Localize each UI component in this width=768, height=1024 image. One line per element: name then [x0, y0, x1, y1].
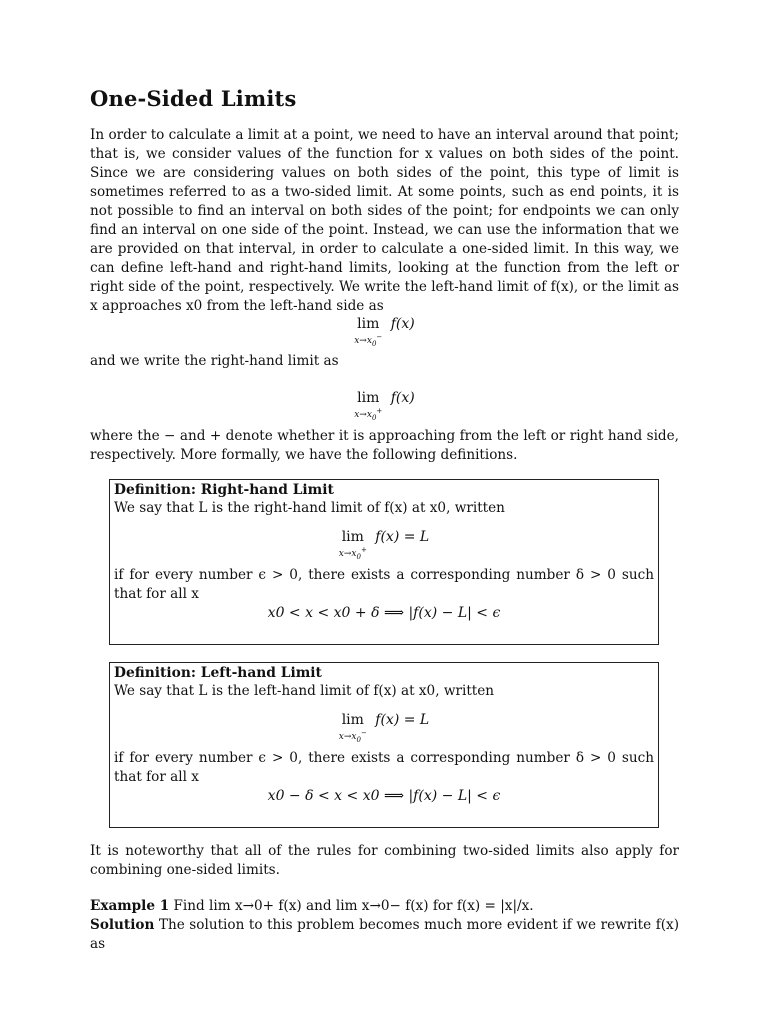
- definition-right-line1: We say that L is the right-hand limit of f(x) at x0, written: [114, 500, 505, 516]
- definition-left-title: Definition: Left-hand Limit: [114, 665, 322, 681]
- intro-paragraph: In order to calculate a limit at a point, we need to have an interval around that point; that is, we consider values of the function for x values on both sides of the point. Since we are considering values on both sides of the point, this type of limit is sometimes referred to as a two-sided limit. At some points, such as end points, it is not possible to find an interval on both sides of the point; for endpoints we can only find an interval on one side of the point. Instead, we can use the information that we are provided on that interval, in order to calculate a one-sided limit. In this way, we can define left-hand and right-hand limits, looking at the function from the left or right side of the point, respectively. We write the left-hand limit of f(x), or the limit as x approaches x0 from the left-hand side as: [90, 127, 679, 314]
- definition-right-display: [114, 529, 654, 563]
- lim-operator: lim: [357, 390, 380, 406]
- lim-subscript: $x\to x_0^-$: [338, 729, 367, 744]
- lim-right: [354, 390, 382, 423]
- lim-right-def: [339, 529, 367, 562]
- limit-equation: f(x) = L: [375, 712, 430, 728]
- note-paragraph: It is noteworthy that all of the rules for combining two-sided limits also apply for combining one-sided limits.: [90, 843, 679, 878]
- definition-right-box: [109, 479, 659, 645]
- lim-subscript: $x\to x_0^-$: [354, 333, 383, 348]
- definition-left-implication: x0 − δ < x < x0 ⟹ |f(x) − L| < ϵ: [267, 788, 501, 804]
- limit-equation: f(x) = L: [375, 529, 430, 545]
- function-expression: f(x): [390, 390, 415, 406]
- example-label: Example 1: [90, 898, 170, 914]
- solution-text: The solution to this problem becomes much more evident if we rewrite f(x) as: [90, 917, 679, 952]
- lim-subscript: $x\to x_0^+$: [354, 407, 383, 422]
- definition-right-title: Definition: Right-hand Limit: [114, 482, 334, 498]
- after-paragraph: where the − and + denote whether it is approaching from the left or right hand side, respectively. More formally, we have the following definitions.: [90, 428, 679, 463]
- definition-left-condition: if for every number ϵ > 0, there exists a corresponding number δ > 0 such that for all x: [114, 750, 654, 785]
- lim-operator: lim: [341, 529, 364, 545]
- function-expression: f(x): [390, 316, 415, 332]
- definition-left-line1: We say that L is the left-hand limit of f(x) at x0, written: [114, 683, 495, 699]
- definition-left-box: [109, 662, 659, 828]
- lim-operator: lim: [357, 316, 380, 332]
- definition-left-display: [114, 712, 654, 746]
- right-intro-text: and we write the right-hand limit as: [90, 353, 339, 369]
- lim-subscript: $x\to x_0^+$: [338, 546, 367, 561]
- solution-label: Solution: [90, 917, 155, 933]
- lim-left: [354, 316, 382, 349]
- solution-line: [90, 916, 679, 954]
- definition-right-implication: x0 < x < x0 + δ ⟹ |f(x) − L| < ϵ: [267, 605, 501, 621]
- lim-left-def: [339, 712, 367, 745]
- page-title: One-Sided Limits: [90, 86, 297, 111]
- lim-operator: lim: [341, 712, 364, 728]
- example-line: [90, 897, 679, 916]
- display-right-limit: [90, 390, 679, 423]
- display-left-limit: [90, 316, 679, 349]
- definition-right-condition: if for every number ϵ > 0, there exists a corresponding number δ > 0 such that for all x: [114, 567, 654, 602]
- example-text: Find lim x→0+ f(x) and lim x→0− f(x) for f(x) = |x|/x.: [173, 898, 534, 914]
